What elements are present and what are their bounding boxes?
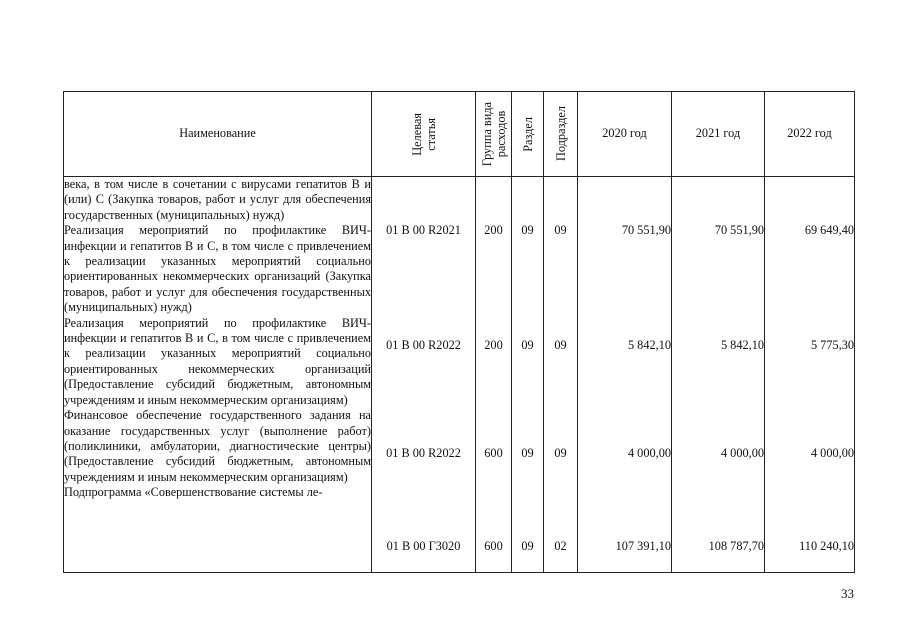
- table-row: [64, 177, 855, 573]
- section: 09: [521, 446, 534, 460]
- row-name: Реализация мероприятий по профилактике ВИЧ-инфекции и гепатитов В и С, в том числе с привлечением к реализации указанных мероприятий социально ориентированных некоммерческих организаций (Закупка товаров, работ и услуг для обеспечения государственных (муниципальных) нужд): [64, 223, 371, 315]
- amount-2022-cell: [765, 177, 855, 573]
- budget-table: [63, 91, 855, 573]
- header-expense-group: Группа вида расходов: [476, 92, 512, 177]
- amount-2021: 4 000,00: [720, 446, 764, 460]
- amount-2020: 107 391,10: [615, 539, 671, 553]
- amount-2021-cell: [672, 177, 765, 573]
- amount-2020: 4 000,00: [627, 446, 671, 460]
- expense-group: 200: [484, 338, 503, 352]
- amount-2022: 4 000,00: [810, 446, 854, 460]
- page-number: 33: [841, 586, 854, 601]
- section: 09: [521, 223, 534, 237]
- expense-group: 200: [484, 223, 503, 237]
- amount-2022: 69 649,40: [804, 223, 854, 237]
- expense-group: 600: [484, 539, 503, 553]
- header-section: Раздел: [512, 92, 544, 177]
- target-article: 01 В 00 Г3020: [386, 539, 461, 553]
- header-name: Наименование: [64, 92, 372, 177]
- target-article: 01 В 00 R2022: [386, 446, 461, 460]
- header-row: [64, 92, 855, 177]
- header-2021: 2021 год: [672, 92, 765, 177]
- subsection: 09: [554, 338, 567, 352]
- header-target-article: Целевая статья: [372, 92, 476, 177]
- target-article: 01 В 00 R2021: [386, 223, 461, 237]
- row-name: Подпрограмма «Совершенствование системы ле-: [64, 485, 323, 500]
- subsection: 02: [554, 539, 567, 553]
- section: 09: [521, 539, 534, 553]
- amount-2020: 5 842,10: [627, 338, 671, 352]
- expense-group: 600: [484, 446, 503, 460]
- header-2022: 2022 год: [765, 92, 855, 177]
- row-name: Финансовое обеспечение государственного задания на оказание государственных услуг (выполнение работ) (поликлиники, амбулатории, диагностические центры) (Предоставление субсидий бюджетным, автономным учреждениям и иным некоммерческим организациям): [64, 408, 371, 484]
- subsection: 09: [554, 223, 567, 237]
- section: 09: [521, 338, 534, 352]
- target-article: 01 В 00 R2022: [386, 338, 461, 352]
- header-subsection: Подраздел: [544, 92, 578, 177]
- amount-2020-cell: [578, 177, 672, 573]
- amount-2021: 70 551,90: [714, 223, 764, 237]
- row-name: Реализация мероприятий по профилактике ВИЧ-инфекции и гепатитов В и С, в том числе с привлечением к реализации указанных мероприятий социально ориентированных некоммерческих организаций (Предоставление субсидий бюджетным, автономным учреждениям и иным некоммерческим организациям): [64, 315, 371, 407]
- subsection: 09: [554, 446, 567, 460]
- amount-2020: 70 551,90: [621, 223, 671, 237]
- header-2020: 2020 год: [578, 92, 672, 177]
- row-name: века, в том числе в сочетании с вирусами гепатитов В и (или) С (Закупка товаров, работ и услуг для обеспечения государственных (муниципальных) нужд): [64, 177, 371, 222]
- amount-2021: 108 787,70: [708, 539, 764, 553]
- amount-2022: 5 775,30: [810, 338, 854, 352]
- target-article-cell: [372, 177, 476, 573]
- amount-2021: 5 842,10: [720, 338, 764, 352]
- amount-2022: 110 240,10: [799, 539, 854, 553]
- section-cell: [512, 177, 544, 573]
- name-cell: [64, 177, 372, 573]
- subsection-cell: [544, 177, 578, 573]
- expense-group-cell: [476, 177, 512, 573]
